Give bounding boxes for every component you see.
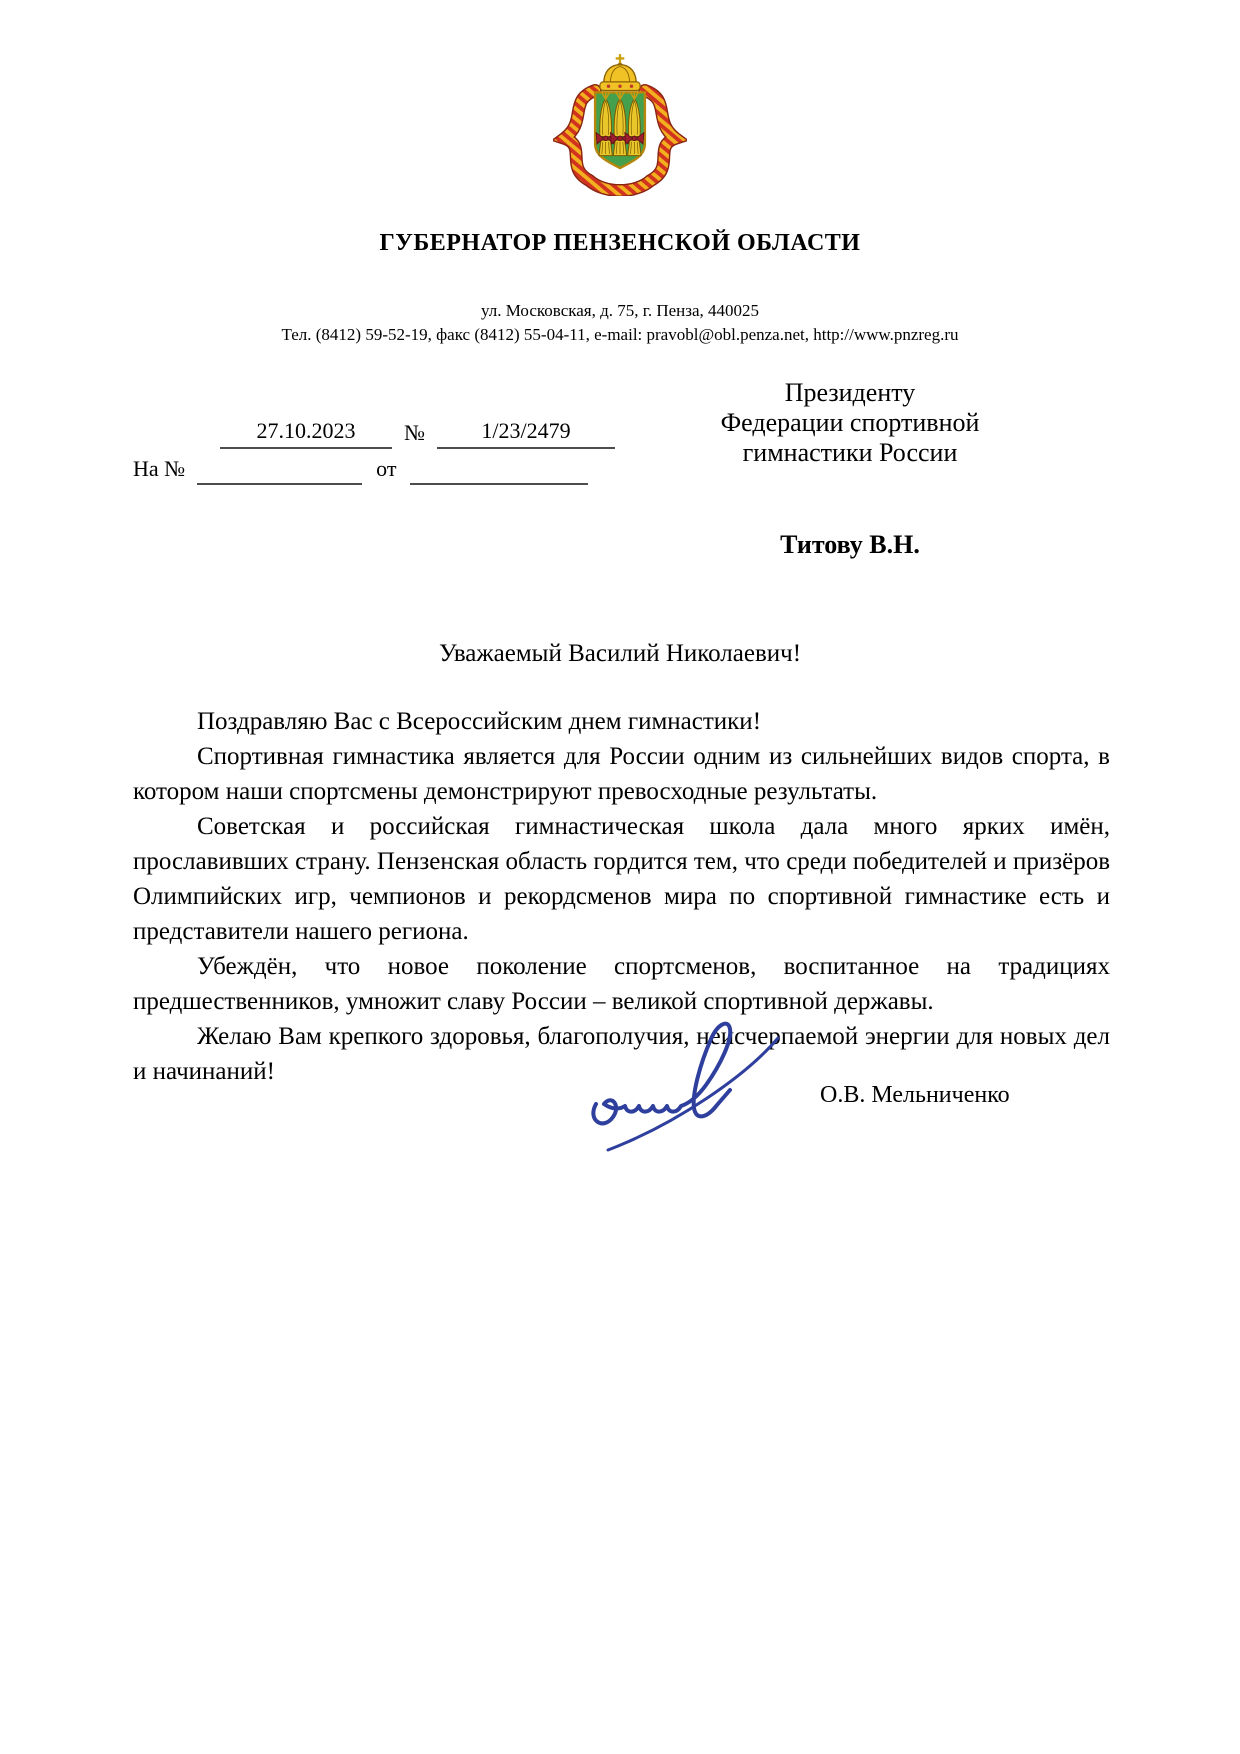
recipient-line: Федерации спортивной [720,408,980,437]
reference-row-outgoing [133,418,633,449]
org-title: ГУБЕРНАТОР ПЕНЗЕНСКОЙ ОБЛАСТИ [379,230,861,256]
org-address: ул. Московская, д. 75, г. Пенза, 440025 [480,301,760,320]
reference-block [133,418,633,485]
recipient-line: гимнастики России [742,438,958,467]
letter-number: 1/23/2479 [437,418,615,449]
crest-crown [600,54,640,90]
reference-row-reply [133,456,633,485]
body-paragraph: Поздравляю Вас с Всероссийским днем гимнастики! [197,708,762,735]
signature-icon [575,1008,845,1163]
salutation: Уважаемый Василий Николаевич! [438,640,802,667]
body-paragraph: Спортивная гимнастика является для России одним из сильнейших видов спорта, в котором наши спортсмены демонстрируют превосходные результаты. [133,743,1110,805]
letter-date: 27.10.2023 [220,418,392,449]
body-paragraph: Советская и российская гимнастическая школа дала много ярких имён, прославивших страну. Пензенская область гордится тем, что среди победителей и призёров Олимпийских игр, чемпионов и рекордсменов мира по спортивной гимнастике есть и представители нашего региона. [133,813,1110,945]
reply-number-blank [197,457,362,485]
number-sign: № [404,420,425,445]
body-paragraph: Убеждён, что новое поколение спортсменов, воспитанное на традициях предшественников, умножит славу России – великой спортивной державы. [133,953,1110,1015]
recipient-name: Титову В.Н. [780,530,920,559]
org-contacts: Тел. (8412) 59-52-19, факс (8412) 55-04-11, e-mail: pravobl@obl.penza.net, http://www.pnzreg.ru [281,325,959,344]
signer-name: О.В. Мельниченко [820,1082,1010,1108]
reply-prefix-label: На № [133,456,186,481]
recipient-line: Президенту [784,378,916,407]
recipient-block [645,378,1055,560]
reply-from-label: от [376,456,397,481]
penza-coat-of-arms-icon [553,52,687,201]
body-paragraph: Желаю Вам крепкого здоровья, благополучия, неисчерпаемой энергии для новых дел и начинаний! [133,1023,1110,1085]
reply-date-blank [410,457,588,485]
